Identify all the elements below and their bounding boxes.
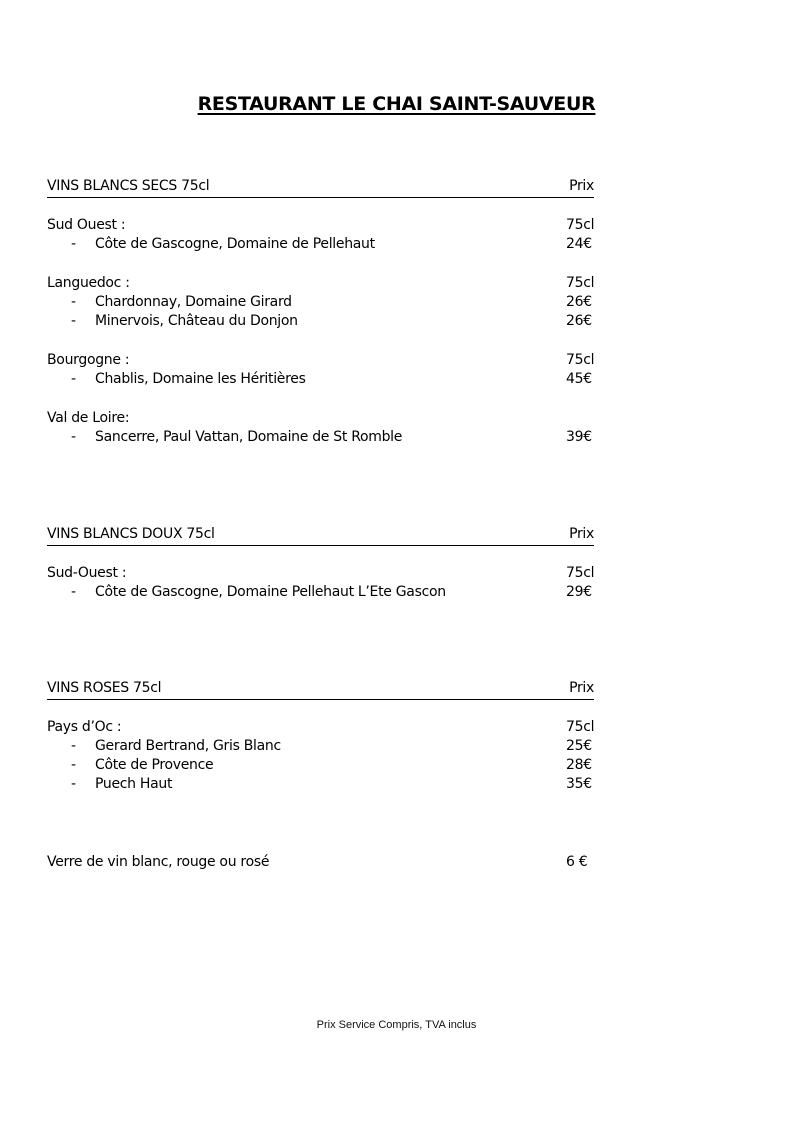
region-row-val-de-loire (47, 409, 596, 428)
bottle-size: 75cl (566, 352, 595, 368)
list-dash: - (71, 776, 76, 792)
region-name: Sud-Ouest : (47, 565, 127, 581)
price-column-label: Prix (569, 680, 594, 696)
wine-item (47, 775, 596, 794)
list-dash: - (71, 757, 76, 773)
footer-note: Prix Service Compris, TVA inclus (316, 1019, 477, 1031)
wine-price: 35€ (566, 776, 592, 792)
wine-item (47, 312, 596, 331)
wine-price: 24€ (566, 236, 592, 252)
wine-price: 28€ (566, 757, 592, 773)
region-name: Val de Loire: (47, 410, 130, 426)
region-row-sud-ouest (47, 564, 596, 583)
wine-item (47, 235, 596, 254)
bottle-size: 75cl (566, 217, 595, 233)
list-dash: - (71, 429, 76, 445)
list-dash: - (71, 371, 76, 387)
region-name: Pays d’Oc : (47, 719, 122, 735)
wine-name: Gerard Bertrand, Gris Blanc (95, 738, 281, 754)
region-row-languedoc (47, 274, 596, 293)
page-title: RESTAURANT LE CHAI SAINT-SAUVEUR (197, 93, 596, 115)
section-header-vins-blancs-secs (47, 177, 594, 198)
wine-item (47, 737, 596, 756)
region-row-pays-doc (47, 718, 596, 737)
section-title: VINS BLANCS SECS 75cl (47, 178, 210, 194)
glass-of-wine-row (47, 853, 596, 872)
glass-price: 6 € (566, 854, 588, 870)
list-dash: - (71, 584, 76, 600)
wine-name: Minervois, Château du Donjon (95, 313, 298, 329)
price-column-label: Prix (569, 526, 594, 542)
section-header-vins-blancs-doux (47, 525, 594, 546)
glass-label: Verre de vin blanc, rouge ou rosé (47, 854, 270, 870)
wine-price: 26€ (566, 313, 592, 329)
wine-name: Sancerre, Paul Vattan, Domaine de St Romble (95, 429, 403, 445)
list-dash: - (71, 236, 76, 252)
wine-name: Chablis, Domaine les Héritières (95, 371, 306, 387)
price-column-label: Prix (569, 178, 594, 194)
wine-item (47, 293, 596, 312)
section-title: VINS BLANCS DOUX 75cl (47, 526, 215, 542)
wine-item (47, 583, 596, 602)
region-name: Sud Ouest : (47, 217, 126, 233)
wine-price: 25€ (566, 738, 592, 754)
wine-price: 39€ (566, 429, 592, 445)
wine-item (47, 428, 596, 447)
wine-name: Chardonnay, Domaine Girard (95, 294, 292, 310)
wine-price: 45€ (566, 371, 592, 387)
wine-price: 26€ (566, 294, 592, 310)
bottle-size: 75cl (566, 719, 595, 735)
section-header-vins-roses (47, 679, 594, 700)
list-dash: - (71, 313, 76, 329)
region-name: Bourgogne : (47, 352, 130, 368)
wine-name: Côte de Provence (95, 757, 214, 773)
region-row-sud-ouest (47, 216, 596, 235)
wine-name: Côte de Gascogne, Domaine de Pellehaut (95, 236, 375, 252)
wine-item (47, 756, 596, 775)
bottle-size: 75cl (566, 275, 595, 291)
bottle-size: 75cl (566, 565, 595, 581)
list-dash: - (71, 738, 76, 754)
section-title: VINS ROSES 75cl (47, 680, 162, 696)
wine-name: Puech Haut (95, 776, 173, 792)
region-row-bourgogne (47, 351, 596, 370)
region-name: Languedoc : (47, 275, 130, 291)
list-dash: - (71, 294, 76, 310)
wine-name: Côte de Gascogne, Domaine Pellehaut L’Ete Gascon (95, 584, 446, 600)
wine-item (47, 370, 596, 389)
wine-price: 29€ (566, 584, 592, 600)
